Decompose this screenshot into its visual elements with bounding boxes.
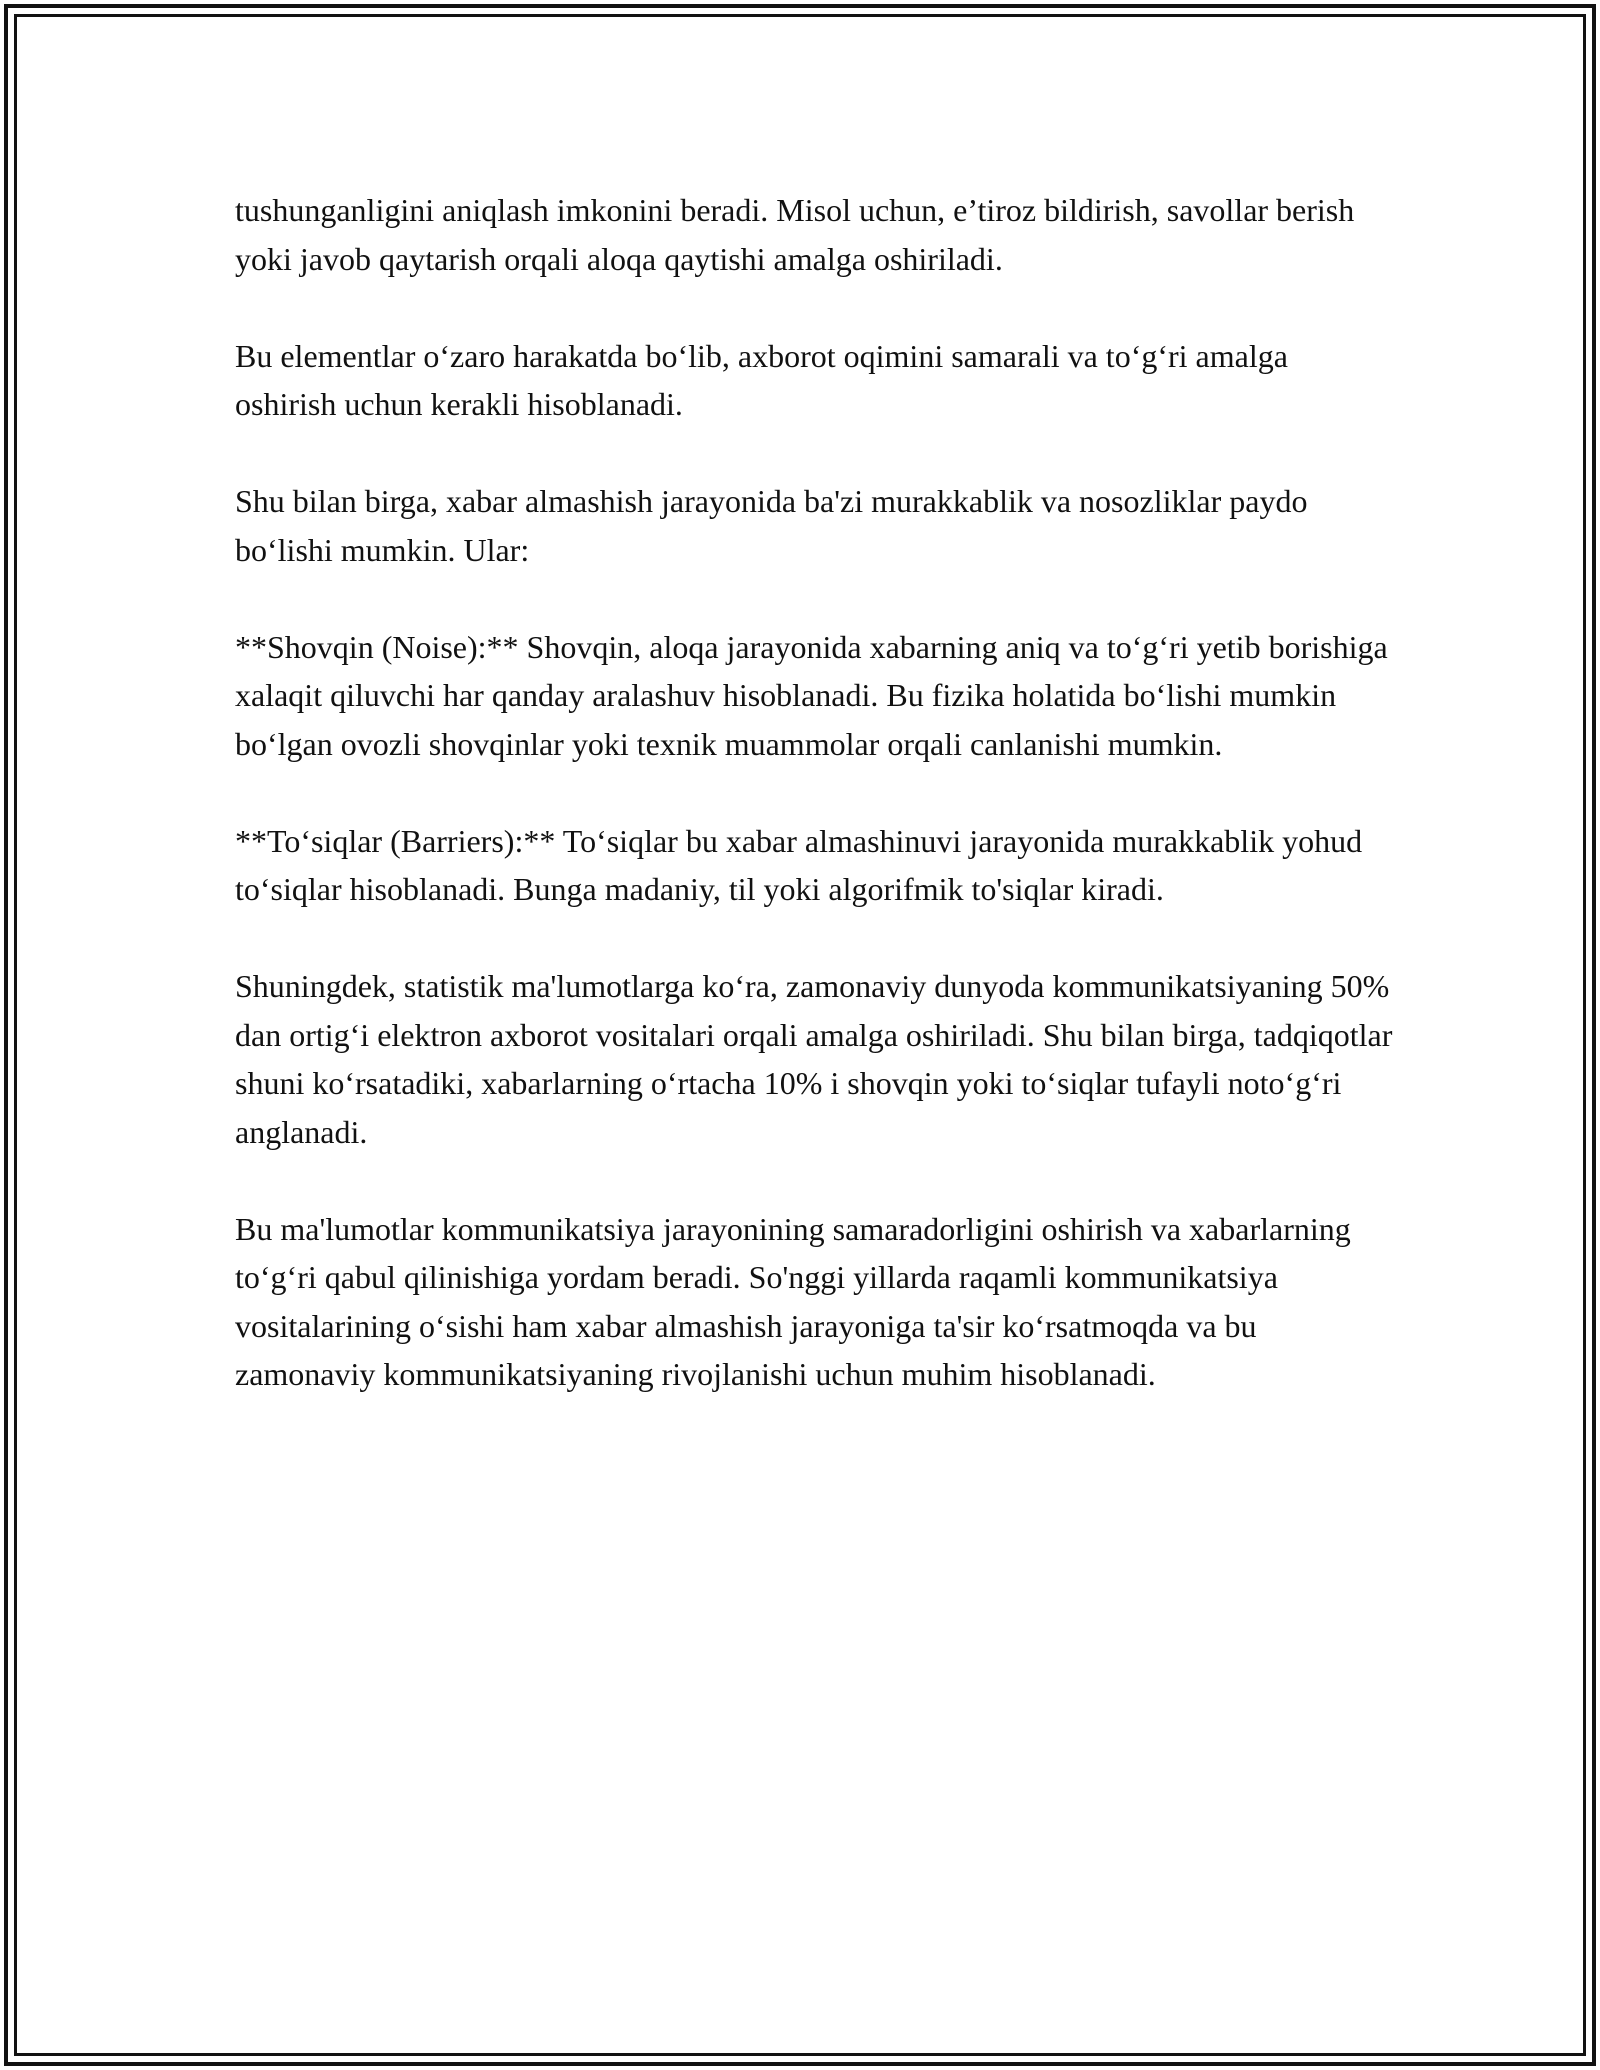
paragraph-complexities-intro: Shu bilan birga, xabar almashish jarayonida ba'zi murakkablik va nosozliklar paydo bo‘lishi mumkin. Ular: (235, 483, 1308, 568)
paragraph-statistics: Shuningdek, statistik ma'lumotlarga ko‘ra, zamonaviy dunyoda kommunikatsiyaning 50% dan ortig‘i elektron axborot vositalari orqali amalga oshiriladi. Shu bilan birga, tadqiqotlar shuni ko‘rsatadiki, xabarlarning o‘rtacha 10% i shovqin yoki to‘siqlar tufayli noto‘g‘ri anglanadi. (235, 968, 1393, 1150)
paragraph-noise: **Shovqin (Noise):** Shovqin, aloqa jarayonida xabarning aniq va to‘g‘ri yetib borishiga xalaqit qiluvchi har qanday aralashuv hisoblanadi. Bu fizika holatida bo‘lishi mumkin bo‘lgan ovozli shovqinlar yoki texnik muammolar orqali canlanishi mumkin. (235, 628, 1388, 762)
paragraph-barriers: **To‘siqlar (Barriers):** To‘siqlar bu xabar almashinuvi jarayonida murakkablik yohud to‘siqlar hisoblanadi. Bunga madaniy, til yoki algorifmik to'siqlar kiradi. (235, 822, 1363, 907)
document-body (235, 186, 1395, 1399)
paragraph-conclusion: Bu ma'lumotlar kommunikatsiya jarayonining samaradorligini oshirish va xabarlarning to‘g‘ri qabul qilinishiga yordam beradi. So'nggi yillarda raqamli kommunikatsiya vositalarining o‘sishi ham xabar almashish jarayoniga ta'sir ko‘rsatmoqda va bu zamonaviy kommunikatsiyaning rivojlanishi uchun muhim hisoblanadi. (235, 1210, 1351, 1392)
paragraph-elements-interaction: Bu elementlar o‘zaro harakatda bo‘lib, axborot oqimini samarali va to‘g‘ri amalga oshirish uchun kerakli hisoblanadi. (235, 337, 1288, 422)
paragraph-feedback-intro: tushunganligini aniqlash imkonini beradi. Misol uchun, e’tiroz bildirish, savollar berish yoki javob qaytarish orqali aloqa qaytishi amalga oshiriladi. (235, 192, 1355, 277)
